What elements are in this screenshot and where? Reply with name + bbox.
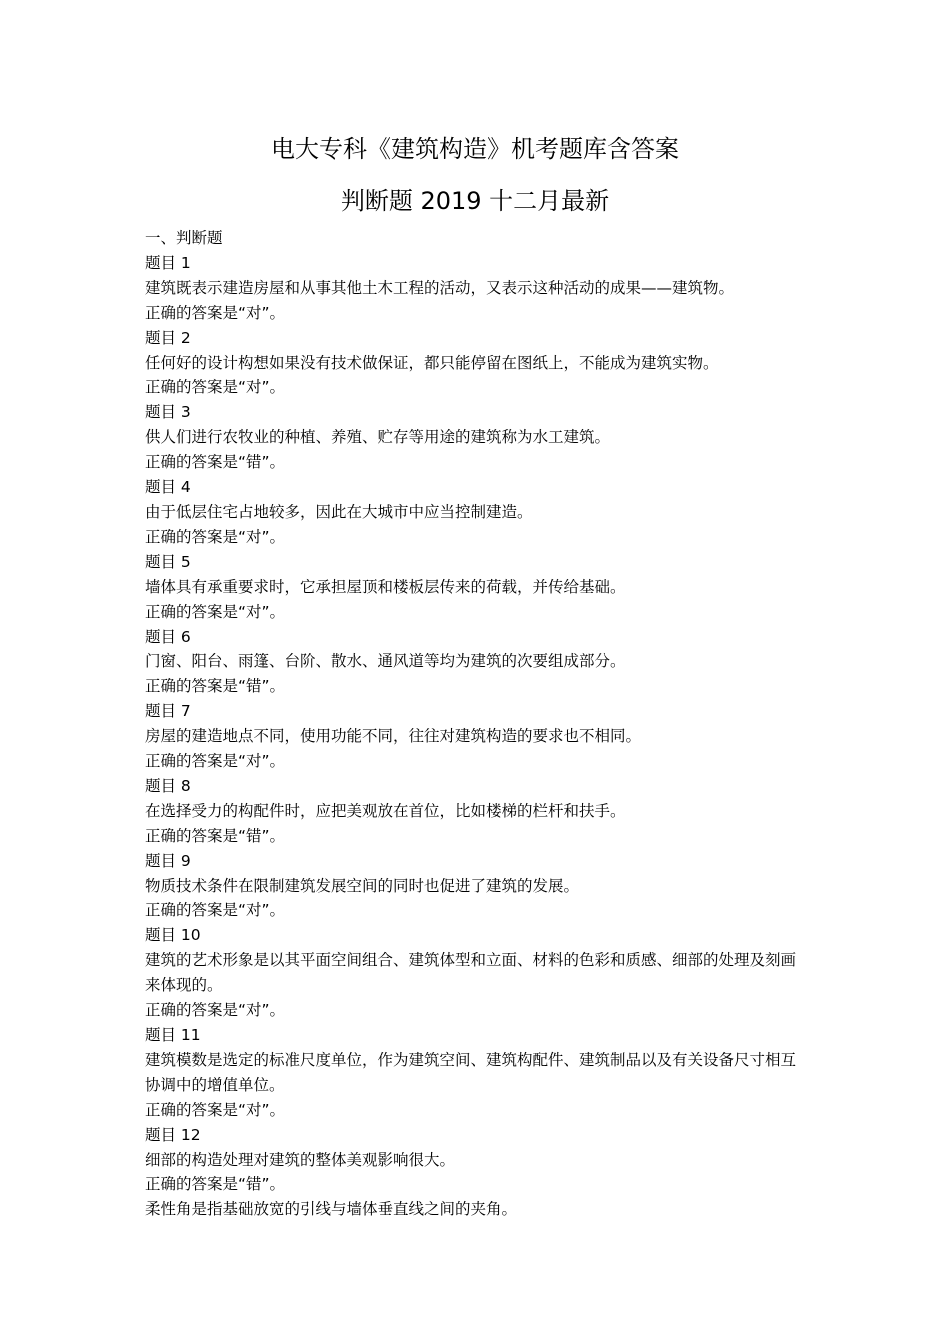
question-text: 房屋的建造地点不同，使用功能不同，往往对建筑构造的要求也不相同。 <box>145 727 642 746</box>
question-label: 题目 7 <box>145 702 191 721</box>
question-text: 任何好的设计构想如果没有技术做保证，都只能停留在图纸上，不能成为建筑实物。 <box>145 353 719 372</box>
section-heading: 一、判断题 <box>145 229 223 247</box>
question-text: 物质技术条件在限制建筑发展空间的同时也促进了建筑的发展。 <box>145 876 580 895</box>
document-title-line2: 判断题 2019 十二月最新 <box>340 187 610 215</box>
question-text: 细部的构造处理对建筑的整体美观影响很大。 <box>145 1150 456 1169</box>
question-label: 题目 8 <box>145 776 191 795</box>
question-label: 题目 9 <box>145 851 191 870</box>
question-text: 门窗、阳台、雨篷、台阶、散水、通风道等均为建筑的次要组成部分。 <box>145 652 626 671</box>
answer-text: 正确的答案是“对”。 <box>145 752 286 771</box>
question-text: 供人们进行农牧业的种植、养殖、贮存等用途的建筑称为水工建筑。 <box>145 428 611 447</box>
answer-text: 正确的答案是“对”。 <box>145 527 286 546</box>
question-label: 题目 10 <box>145 926 201 945</box>
question-label: 题目 1 <box>145 253 191 272</box>
question-label: 题目 4 <box>145 478 191 497</box>
answer-text: 正确的答案是“错”。 <box>145 1175 286 1194</box>
answer-text: 正确的答案是“对”。 <box>145 378 286 397</box>
document-title-line1: 电大专科《建筑构造》机考题库含答案 <box>271 135 679 163</box>
answer-text: 正确的答案是“错”。 <box>145 677 286 696</box>
answer-text: 正确的答案是“错”。 <box>145 453 286 472</box>
question-text: 在选择受力的构配件时，应把美观放在首位，比如楼梯的栏杆和扶手。 <box>145 801 626 820</box>
answer-text: 正确的答案是“对”。 <box>145 303 286 322</box>
answer-text: 正确的答案是“对”。 <box>145 901 286 920</box>
question-text: 建筑既表示建造房屋和从事其他土木工程的活动，又表示这种活动的成果——建筑物。 <box>145 278 735 297</box>
question-label: 题目 12 <box>145 1125 201 1144</box>
question-text: 由于低层住宅占地较多，因此在大城市中应当控制建造。 <box>145 502 533 521</box>
question-label: 题目 11 <box>145 1026 201 1044</box>
question-label: 题目 5 <box>145 552 191 571</box>
answer-text: 正确的答案是“对”。 <box>145 1100 286 1119</box>
answer-text: 正确的答案是“错”。 <box>145 826 286 845</box>
question-label: 题目 6 <box>145 627 191 646</box>
trailing-question-text: 柔性角是指基础放宽的引线与墙体垂直线之间的夹角。 <box>145 1200 518 1219</box>
question-label: 题目 3 <box>145 403 191 422</box>
question-label: 题目 2 <box>145 328 191 347</box>
question-text: 建筑模数是选定的标准尺度单位，作为建筑空间、建筑构配件、建筑制品以及有关设备尺寸相互协调中的增值单位。 <box>145 1050 797 1094</box>
answer-text: 正确的答案是“对”。 <box>145 602 286 621</box>
question-text: 墙体具有承重要求时，它承担屋顶和楼板层传来的荷载，并传给基础。 <box>145 577 626 596</box>
question-text: 建筑的艺术形象是以其平面空间组合、建筑体型和立面、材料的色彩和质感、细部的处理及刻画来体现的。 <box>145 951 797 995</box>
question-list <box>145 226 810 1222</box>
answer-text: 正确的答案是“对”。 <box>145 1001 286 1020</box>
